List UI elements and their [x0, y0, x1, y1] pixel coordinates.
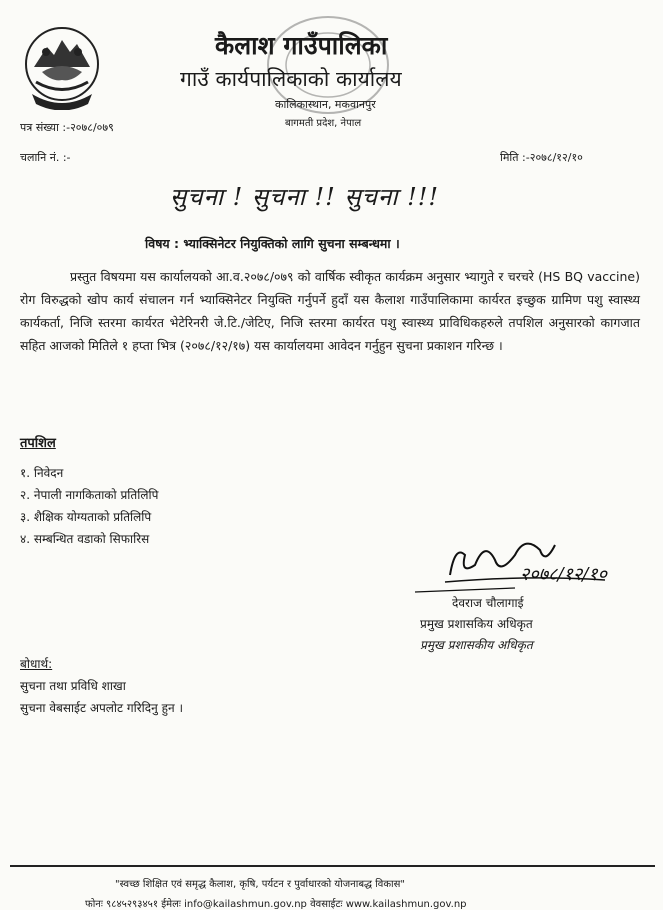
- list-item: ३. शैक्षिक योग्यताको प्रतिलिपि: [20, 510, 152, 524]
- office-title: गाउँ कार्यपालिकाको कार्यालय: [180, 67, 402, 91]
- footer-contact: फोनः ९८४५२९३४५१ ईमेलः info@kailashmun.gov.np वेवसाईटः www.kailashmun.gov.np: [85, 899, 467, 910]
- notice-heading: सुचना ! सुचना !! सुचना !!!: [170, 183, 440, 211]
- details-title: तपशिल: [20, 436, 56, 451]
- office-address: कालिकास्थान, मकवानपुर: [275, 98, 376, 111]
- list-item: २. नेपाली नागकिताको प्रतिलिपि: [20, 488, 159, 502]
- footer-slogan: "स्वच्छ शिक्षित एवं समृद्ध कैलाश, कृषि, पर्यटन र पुर्वाधारको योजनाबद्ध विकास": [115, 879, 405, 890]
- signatory-designation-handwritten: प्रमुख प्रशासकीय अधिकृत: [420, 638, 533, 652]
- signatory-name: देवराज चौलागाई: [452, 596, 524, 610]
- municipality-title: कैलाश गाउँपालिका: [215, 31, 388, 60]
- cc-title: बोधार्थ:: [20, 657, 53, 671]
- footer-divider: [10, 865, 655, 867]
- notice-body: [20, 265, 640, 357]
- body-paragraph: प्रस्तुत विषयमा यस कार्यालयको आ.व.२०७८/०७९ को वार्षिक स्वीकृत कार्यक्रम अनुसार भ्यागुते र चरचरे (HS BQ vaccine) रोग विरुद्धको खोप कार्य संचालन गर्न भ्याक्सिनेटर नियुक्ति गर्नुपर्ने हुदाँ यस कैलाश गाउँपालिकामा कार्यरत इच्छुक ग्रामिण पशु स्वास्थ्य कार्यकर्ता, निजि स्तरमा कार्यरत भेटेरिनरी जे.टि./जेटिए, निजि स्तरमा कार्यरत पशु स्वास्थ्य प्राविधिकहरुले तपशिल अनुसारको कागजात सहित आजको मितिले १ हप्ता भित्र (२०७८/१२/१७) यस कार्यालयमा आवेदन गर्नुहुन सुचना प्रकाशन गरिन्छ ।: [20, 269, 640, 353]
- cc-line: सुचना वेबसाईट अपलोट गरिदिनु हुन ।: [20, 701, 184, 715]
- list-item: ४. सम्बन्धित वडाको सिफारिस: [20, 532, 150, 546]
- handwritten-date: २०७८/१२/१०: [520, 564, 608, 585]
- list-item: १. निवेदन: [20, 466, 64, 480]
- signatory-designation: प्रमुख प्रशासकिय अधिकृत: [420, 617, 533, 631]
- office-province: बागमती प्रदेश, नेपाल: [285, 118, 362, 129]
- reference-number: पत्र संख्या :-२०७८/०७९: [20, 121, 114, 134]
- cc-line: सुचना तथा प्रविधि शाखा: [20, 679, 126, 693]
- notice-subject: विषय : भ्याक्सिनेटर नियुक्तिको लागि सुचना सम्बन्धमा ।: [145, 236, 400, 251]
- nepal-emblem-icon: [22, 22, 102, 110]
- letter-date: मिति :-२०७८/१२/१०: [500, 151, 583, 164]
- dispatch-number: चलानि नं. :-: [20, 151, 71, 164]
- details-list: [20, 462, 158, 550]
- signature-image: [405, 520, 645, 600]
